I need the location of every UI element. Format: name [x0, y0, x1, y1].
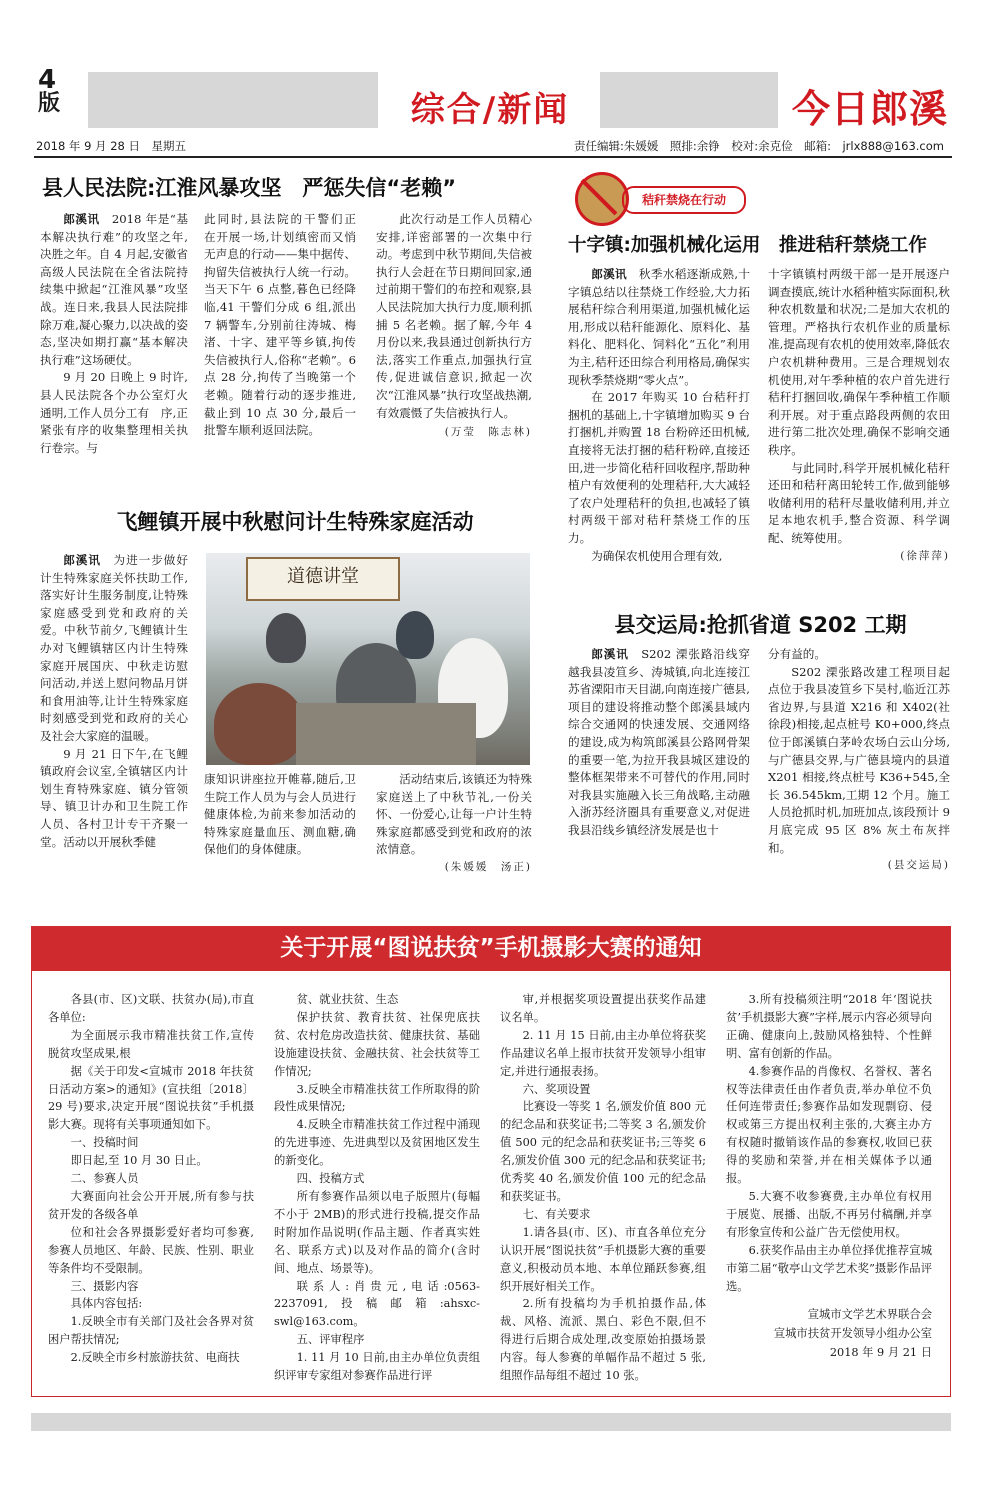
article-shizi-col1 [568, 266, 750, 565]
notice-para: 各县(市、区)文联、扶贫办(局),市直各单位: [48, 993, 254, 1024]
notice-para: 1. 11 月 10 日前,由主办单位负责组织评审专家组对参赛作品进行评 [274, 1351, 480, 1383]
article-transport-title: 县交运局:抢抓省道 S202 工期 [614, 613, 907, 637]
notice-para: 5.大赛不收参赛费,主办单位有权用于展览、展播、出版,不再另付稿酬,并享有形象宣传和公益广告无偿使用权。 [726, 1189, 932, 1239]
article-transport-col1 [568, 646, 750, 840]
article-court-byline: (万莹 陈志林) [444, 426, 532, 439]
article-feili-para: 为进一步做好计生特殊家庭关怀扶助工作,落实好计生服务制度,让特殊家庭感受到党和政府的关爱。中秋节前夕,飞鲤镇计生办对飞鲤镇辖区内计生特殊家庭开展国庆、中秋走访慰问活动,并送上慰问物品月饼和食用油等,让计生特殊家庭时刻感受到党和政府的关心及社会大家庭的温暖。 [40, 553, 188, 743]
notice-title: 关于开展“图说扶贫”手机摄影大赛的通知 [31, 926, 951, 971]
notice-para: 一、投稿时间 [70, 1136, 139, 1150]
article-feili-byline: (朱媛媛 汤正) [444, 860, 532, 873]
article-feili-col3 [376, 771, 532, 877]
article-court-col2 [204, 211, 368, 440]
notice-signature-org1: 宣城市文学艺术界联合会 [807, 1308, 932, 1322]
notice-para: 2. 11 月 15 日前,由主办单位将获奖作品建议名单上报市扶贫开发领导小组审定,并进行通报表扬。 [500, 1028, 706, 1078]
header-rule [34, 156, 952, 158]
notice-para: 3.反映全市精准扶贫工作所取得的阶段性成果情况; [274, 1082, 480, 1114]
notice-para: 3.所有投稿须注明“2018 年‘图说扶贫’手机摄影大赛”字样,展示内容必须导向正确、健康向上,鼓励风格独特、个性鲜明、富有创新的作品。 [726, 993, 932, 1060]
notice-para: 2.反映全市乡村旅游扶贫、电商扶 [70, 1351, 240, 1365]
notice-para: 五、评审程序 [296, 1333, 365, 1347]
article-transport-col2 [768, 646, 950, 875]
page-number [38, 65, 61, 116]
article-shizi-col2 [768, 266, 950, 565]
notice-para: 6.获奖作品由主办单位择优推荐宣城市第二届“敬亭山文学艺术奖”摄影作品评选。 [726, 1243, 932, 1293]
header-gray-block-right [600, 72, 778, 128]
notice-para: 位和社会各界摄影爱好者均可参赛,参赛人员地区、年龄、民族、性别、职业等条件均不受限制。 [48, 1225, 254, 1275]
article-transport-kicker: 郎溪讯 [591, 647, 629, 661]
article-feili-col1 [40, 552, 188, 851]
header-gray-block-left [88, 72, 378, 128]
article-court-kicker: 郎溪讯 [63, 212, 100, 226]
notice-para: 贫、就业扶贫、生态 [296, 993, 399, 1006]
article-feili-para: 康知识讲座拉开帷幕,随后,卫生院工作人员为与会人员进行健康体检,为前来参加活动的特殊家庭量血压、测血糖,确保他们的身体健康。 [204, 772, 356, 857]
article-shizi-title: 十字镇:加强机械化运用 推进秸秆禁烧工作 [568, 235, 927, 256]
health-checkup-photo [206, 553, 530, 765]
section-title: 综合/新闻 [410, 90, 570, 130]
article-court-col1 [40, 211, 188, 457]
article-feili-kicker: 郎溪讯 [63, 553, 101, 567]
photo-person [214, 683, 304, 765]
article-court-title: 县人民法院:江淮风暴攻坚 严惩失信“老赖” [42, 176, 456, 200]
no-burning-icon [575, 172, 629, 226]
notice-signature [726, 1305, 932, 1362]
article-feili-col2 [204, 771, 356, 859]
article-court-para: 此次行动是工作人员精心安排,详密部署的一次集中行动。考虑到中秋节期间,失信被执行人会赶在节日期间回家,通过前期干警们的布控和观察,县人民法院加大执行力度,顺利抓捕 5 名老赖。据了解,今年 4 月份以来,我县通过创新执行方法,落实工作重点,加强执行宣传,促进诚信意识,掀起一次次“江淮风暴”执行攻坚战热潮,有效震慑了失信被执行人。 [376, 212, 532, 420]
photo-person [396, 611, 434, 659]
article-shizi-byline: (徐萍萍) [900, 549, 950, 562]
notice-para: 即日起,至 10 月 30 日止。 [70, 1154, 208, 1168]
notice-para: 据《关于印发<宣城市 2018 年扶贫日活动方案>的通知》(宣扶组〔2018〕29 号)要求,决定开展“图说扶贫”手机摄影大赛。现将有关事项通知如下。 [48, 1064, 254, 1132]
article-transport-para: S202 溧张路改建工程项目起点位于我县凌笪乡下吴村,临近江苏省边界,与县道 X216 和 X402(社徐段)相接,起点桩号 K0+000,终点位于郎溪镇白茅岭农场白云山分场,与广德县交界,与广德县境内的县道 X201 相接,终点桩号 K36+545,全长 36.545km,工期 12 个月。施工人员抢抓时机,加班加点,该段预计 9 月底完成 95 区 8% 灰土布灰拌和。 [768, 664, 950, 855]
page-number-digit: 4 [38, 65, 57, 95]
article-court-col3 [376, 211, 532, 442]
notice-para: 六、奖项设置 [522, 1082, 591, 1096]
editors-line: 责任编辑:朱媛媛 照排:余铮 校对:余克俭 邮箱: jrlx888@163.com [573, 139, 944, 153]
dateline: 2018 年 9 月 28 日 星期五 [36, 139, 186, 153]
notice-para: 二、参赛人员 [70, 1172, 139, 1186]
article-shizi-para: 与此同时,科学开展机械化秸秆还田和秸秆离田轮转工作,做到能够收储利用的秸秆尽量收储利用,并立足本地农机手,整合资源、科学调配、统筹使用。 [768, 460, 950, 545]
notice-para: 保护扶贫、教育扶贫、社保兜底扶贫、农村危房改造扶贫、健康扶贫、基础设施建设扶贫、金融扶贫、社会扶贫等工作情况; [274, 1010, 480, 1078]
article-shizi-para: 在 2017 年购买 10 台秸秆打捆机的基础上,十字镇增加购买 9 台打捆机,并购置 18 台粉碎还田机械,直接将无法打捆的秸秆粉碎,直接还田,进一步简化秸秆回收程序,帮助种植户有效便利的处理秸秆,大大减轻了农户处理秸秆的负担,也减轻了镇村两级干部对秸秆禁烧工作的压力。 [568, 390, 750, 545]
article-feili-para: 9 月 21 日下午,在飞鲤镇政府会议室,全镇辖区内计划生育特殊家庭、镇分管领导、镇卫计办和卫生院工作人员、各村卫计专干齐聚一堂。活动以开展秋季健 [40, 746, 188, 849]
article-shizi-kicker: 郎溪讯 [591, 267, 627, 281]
notice-para: 审,并根据奖项设置提出获奖作品建议名单。 [500, 993, 706, 1024]
notice-col1 [48, 991, 254, 1367]
photo-table [296, 703, 476, 765]
campaign-banner: 秸秆禁烧在行动 [622, 186, 746, 214]
notice-para: 1.反映全市有关部门及社会各界对贫困户帮扶情况; [48, 1315, 254, 1347]
notice-para: 所有参赛作品须以电子版照片(每幅不小于 2MB)的形式进行投稿,提交作品时附加作品说明(作品主题、作者真实姓名、联系方式)以及对作品的简介(含时间、地点、场景等)。 [274, 1189, 480, 1275]
article-feili-para: 活动结束后,该镇还为特殊家庭送上了中秋节礼,一份关怀、一份爱心,让每一户计生特殊家庭都感受到党和政府的浓浓情意。 [376, 772, 532, 857]
article-court-para: 2018 年是“基本解决执行难”的攻坚之年,决胜之年。自 4 月起,安徽省高级人民法院在全省法院持续集中掀起“江淮风暴”攻坚战。连日来,我县人民法院排除万难,凝心聚力,以决战的姿态,坚决如期打赢“基本解决执行难”这场硬仗。 [40, 212, 188, 367]
notice-para: 比赛设一等奖 1 名,颁发价值 800 元的纪念品和获奖证书;二等奖 3 名,颁发价值 500 元的纪念品和获奖证书;三等奖 6 名,颁发价值 300 元的纪念品和获奖证书;优秀奖 40 名,颁发价值 100 元的纪念品和获奖证书。 [500, 1100, 706, 1203]
article-transport-para: S202 溧张路沿线穿越我县凌笪乡、涛城镇,向北连接江苏省溧阳市天目湖,向南连接广德县,项目的建设将推动整个郎溪县域内综合交通网的快速发展、交通网络的建设,成为构筑郎溪县公路网骨架的重要一笔,为拉开我县城区建设的整体框架带来不可替代的作用,同时对我县实施融入长三角战略,主动融入浙苏经济圈具有重要意义,对促进我县沿线乡镇经济发展是也十 [568, 647, 750, 837]
notice-signature-date: 2018 年 9 月 21 日 [829, 1346, 932, 1360]
notice-para: 七、有关要求 [522, 1207, 591, 1221]
article-shizi-para: 秋季水稻逐渐成熟,十字镇总结以往禁烧工作经验,大力拓展秸秆综合利用渠道,加强机械化运用,形成以秸秆能源化、原料化、基料化、肥料化、饲料化“五化”利用为主,秸秆还田综合利用格局,确保实现秋季禁烧期“零火点”。 [568, 267, 750, 387]
page-number-suffix: 版 [38, 91, 61, 116]
notice-para: 四、投稿方式 [296, 1172, 365, 1186]
article-transport-byline: (县交运局) [887, 859, 950, 872]
notice-para: 三、摄影内容 [70, 1279, 139, 1293]
notice-para: 大赛面向社会公开开展,所有参与扶贫开发的各级各单 [48, 1189, 254, 1221]
photo-person [266, 613, 306, 663]
notice-para: 联系人:肖贵元,电话:0563-2237091,投稿邮箱:ahsxc-swl@163.com。 [274, 1279, 480, 1329]
article-shizi-para: 十字镇镇村两级干部一是开展逐户调查摸底,统计水稻种植实际面积,秋种农机数量和状况;二是加大农机的管理。严格执行农机作业的质量标准,提高现有农机的使用效率,降低农户农机耕种费用。三是合理规划农机使用,对午季种植的农户首先进行秸秆打捆回收,确保午季种植工作顺利开展。对于重点路段两侧的农田进行第二批次处理,确保不影响交通秩序。 [768, 267, 950, 457]
article-feili-title: 飞鲤镇开展中秋慰问计生特殊家庭活动 [116, 510, 474, 534]
notice-col3 [500, 991, 706, 1385]
article-court-para: 9 月 20 日晚上 9 时许,县人民法院各个办公室灯火通明,工作人员分工有 序,正紧张有序的收集整理相关执行卷宗。与 [40, 370, 188, 455]
masthead-logo: 今日郎溪 [791, 86, 948, 131]
notice-col2 [274, 991, 480, 1385]
notice-para: 1.请各县(市、区)、市直各单位充分认识开展“图说扶贫”手机摄影大赛的重要意义,积极动员本地、本单位踊跃参赛,组织开展好相关工作。 [500, 1225, 706, 1293]
article-court-para: 此同时,县法院的干警们正 在开展一场,计划缜密而又悄无声息的行动——集中据传、拘留失信被执行人统一行动。当天下午 6 点整,暮色已经降临,41 干警们分成 6 组,派出 7 辆警车,分别前往涛城、梅渚、十字、建平等乡镇,拘传失信被执行人,俗称“老赖”。6 点 28 分,拘传了当晚第一个老赖。随着行动的逐步推进,截止到 10 点 30 分,最后一批警车顺利返回法院。 [204, 212, 368, 438]
photo-board: 道德讲堂 [246, 557, 400, 601]
footer-gray-bar [31, 1413, 951, 1431]
notice-signature-org2: 宣城市扶贫开发领导小组办公室 [773, 1327, 932, 1341]
article-shizi-para: 为确保农机使用合理有效, [591, 548, 723, 563]
notice-para: 4.反映全市精准扶贫工作过程中涌现的先进事迹、先进典型以及贫困地区发生的新变化。 [274, 1118, 480, 1168]
notice-para: 2.所有投稿均为手机拍摄作品,体裁、风格、流派、黑白、彩色不限,但不得进行后期合成处理,改变原始拍摄场景内容。每人参赛的单幅作品不超过 5 张,组照作品每组不超过 10 张。 [500, 1297, 706, 1383]
notice-para: 为全面展示我市精准扶贫工作,宣传脱贫攻坚成果,根 [48, 1028, 254, 1060]
notice-col4 [726, 991, 932, 1362]
notice-para: 具体内容包括: [70, 1297, 143, 1311]
notice-para: 4.参赛作品的肖像权、名誉权、著名权等法律责任由作者负责,举办单位不负任何连带责任;参赛作品如发现剽窃、侵权或第三方提出权利主张的,大赛主办方有权随时撤销该作品的参赛权,收回已获得的奖励和荣誉,并在相关媒体予以通报。 [726, 1064, 932, 1186]
article-transport-para: 分有益的。 [768, 647, 826, 661]
